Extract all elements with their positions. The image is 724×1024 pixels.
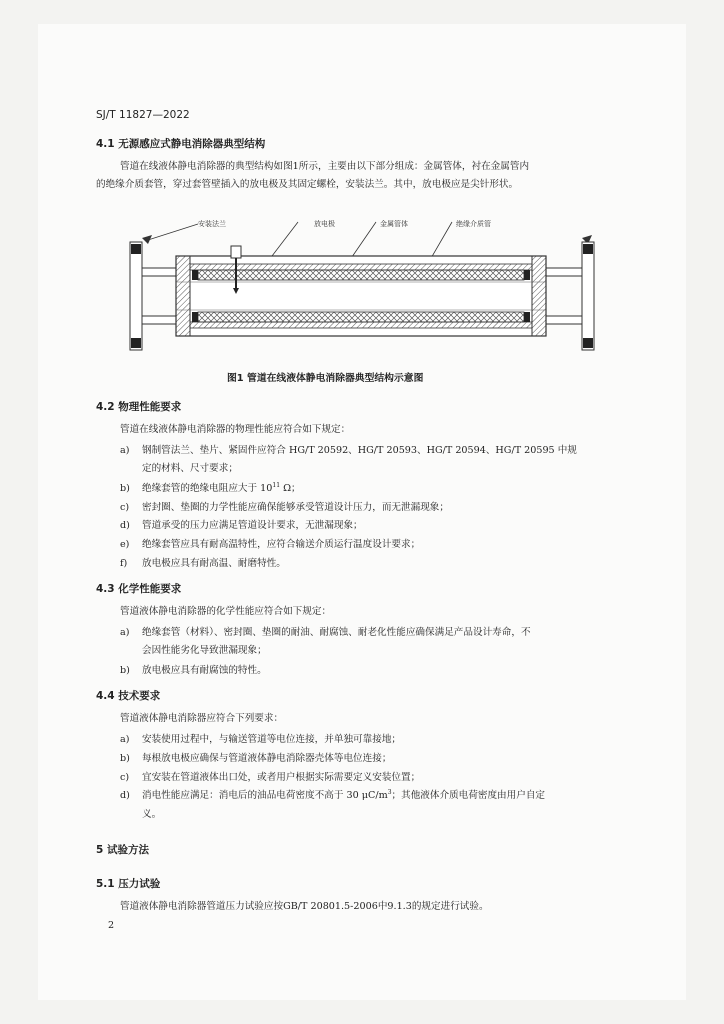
- section-4-3-title: 4.3 化学性能要求: [96, 583, 182, 595]
- section-4-1-para-line-2: 的绝缘介质套管，穿过套管壁插入的放电极及其固定螺栓，安装法兰。其中，放电极应是尖针形状。: [96, 179, 519, 190]
- list-item: a) 安装使用过程中，与输送管道等电位连接，并单独可靠接地；: [120, 734, 402, 745]
- figure-1-diagram: [118, 210, 608, 360]
- standard-code: SJ/T 11827—2022: [96, 109, 190, 121]
- list-item: b) 绝缘套管的绝缘电阻应大于 $10^{11}$ Ω；: [120, 481, 301, 494]
- label-metal-pipe: 金属管体: [380, 220, 408, 228]
- section-4-4-title: 4.4 技术要求: [96, 690, 161, 702]
- figure-1-caption: 图1 管道在线液体静电消除器典型结构示意图: [227, 373, 424, 384]
- list-item: a) 绝缘套管（材料）、密封圈、垫圈的耐油、耐腐蚀、耐老化性能应确保满足产品设计寿命，不: [120, 627, 531, 638]
- list-item: c) 密封圈、垫圈的力学性能应确保能够承受管道设计压力，而无泄漏现象；: [120, 502, 449, 513]
- page-number: 2: [108, 920, 115, 931]
- section-5-1-para: 管道液体静电消除器管道压力试验应按GB/T 20801.5-2006中9.1.3的规定进行试验。: [120, 901, 489, 912]
- list-item: 定的材料、尺寸要求；: [142, 463, 238, 474]
- list-item: 义。: [142, 809, 162, 820]
- section-4-4-intro: 管道液体静电消除器应符合下列要求：: [120, 713, 284, 724]
- list-item: d) 消电性能应满足：消电后的油品电荷密度不高于 30 $\mu C/m^3$；其他液体介质电荷密度由用户自定: [120, 788, 546, 801]
- list-item: a) 钢制管法兰、垫片、紧固件应符合 HG/T 20592、HG/T 20593、HG/T 20594、HG/T 20595 中规: [120, 445, 577, 456]
- section-4-2-intro: 管道在线液体静电消除器的物理性能应符合如下规定：: [120, 424, 351, 435]
- list-item: b) 放电极应具有耐腐蚀的特性。: [120, 665, 267, 676]
- section-5-title: 5 试验方法: [96, 844, 149, 856]
- section-4-1-title: 4.1 无源感应式静电消除器典型结构: [96, 138, 266, 150]
- list-item: b) 每根放电极应确保与管道液体静电消除器壳体等电位连接；: [120, 753, 392, 764]
- list-item: c) 宜安装在管道液体出口处，或者用户根据实际需要定义安装位置；: [120, 772, 421, 783]
- list-item: f) 放电极应具有耐高温、耐磨特性。: [120, 558, 286, 569]
- list-item: 会因性能劣化导致泄漏现象；: [142, 645, 267, 656]
- label-insulating-tube: 绝缘介质管: [456, 220, 491, 228]
- section-5-1-title: 5.1 压力试验: [96, 878, 161, 890]
- list-item: d) 管道承受的压力应满足管道设计要求，无泄漏现象；: [120, 520, 363, 531]
- label-electrode: 放电极: [314, 220, 335, 228]
- section-4-3-intro: 管道液体静电消除器的化学性能应符合如下规定：: [120, 606, 332, 617]
- section-4-1-para-line-1: 管道在线液体静电消除器的典型结构如图1所示，主要由以下部分组成：金属管体，衬在金属管内: [120, 161, 530, 172]
- label-flange: 安装法兰: [198, 220, 226, 228]
- list-item: e) 绝缘套管应具有耐高温特性，应符合输送介质运行温度设计要求；: [120, 539, 421, 550]
- section-4-2-title: 4.2 物理性能要求: [96, 401, 182, 413]
